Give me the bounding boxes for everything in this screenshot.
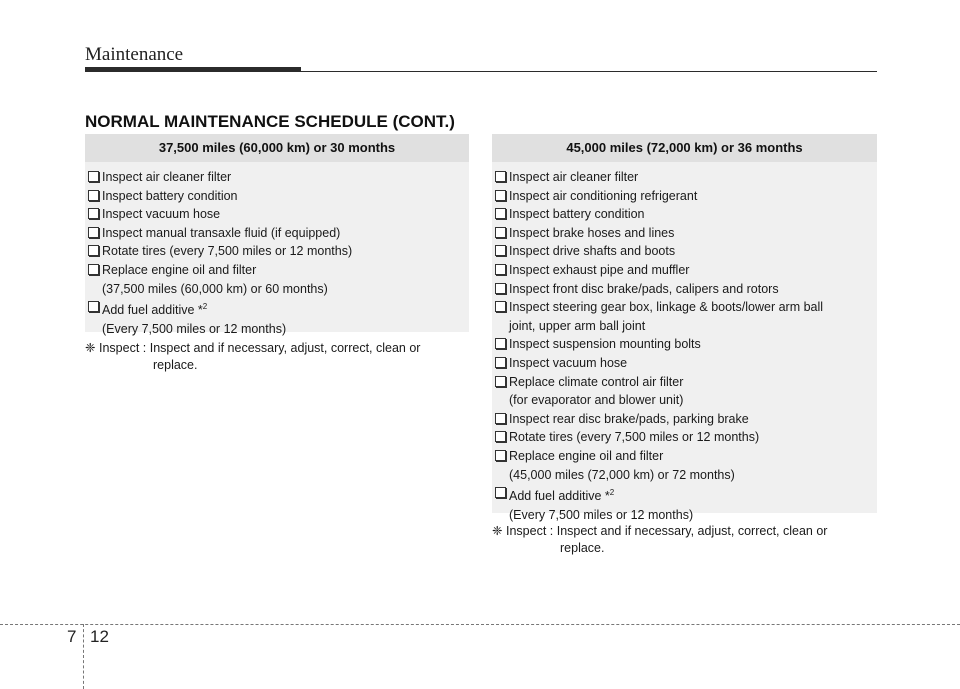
- checklist-item: Add fuel additive *$^2$: [492, 484, 877, 506]
- checkbox-icon: [88, 245, 99, 256]
- checklist-item: Replace engine oil and filter: [85, 261, 469, 280]
- inspect-note-left: ❈ Inspect : Inspect and if necessary, adjust, correct, clean or replace.: [85, 341, 421, 372]
- checklist-item-continuation: (37,500 miles (60,000 km) or 60 months): [102, 281, 328, 296]
- checkbox-icon: [495, 171, 506, 182]
- checkbox-icon: [495, 264, 506, 275]
- header-rule-thick: [85, 67, 301, 72]
- checklist-item-continuation: (Every 7,500 miles or 12 months): [102, 321, 287, 336]
- checklist-item-continuation: (Every 7,500 miles or 12 months): [509, 507, 694, 522]
- checklist-item: Inspect front disc brake/pads, calipers and rotors: [492, 280, 877, 299]
- schedule-panel-45000: [492, 134, 877, 522]
- checklist-item: Inspect drive shafts and boots: [492, 242, 877, 261]
- chapter-number: 7: [67, 627, 77, 646]
- footnote-marker: 2: [202, 302, 208, 312]
- header-rule-thin: [301, 71, 877, 72]
- checklist-item: Inspect air conditioning refrigerant: [492, 187, 877, 206]
- checkbox-icon: [495, 245, 506, 256]
- checkbox-icon: [88, 190, 99, 201]
- checkbox-icon: [495, 190, 506, 201]
- checkbox-icon: [495, 450, 506, 461]
- checkbox-icon: [495, 227, 506, 238]
- checkbox-icon: [495, 487, 506, 498]
- checklist-item: Inspect air cleaner filter: [492, 168, 877, 187]
- checkbox-icon: [495, 376, 506, 387]
- checkbox-icon: [495, 338, 506, 349]
- checklist-item: Rotate tires (every 7,500 miles or 12 months): [85, 242, 469, 261]
- checkbox-icon: [495, 357, 506, 368]
- checklist-item: Inspect manual transaxle fluid (if equipped): [85, 224, 469, 243]
- checkbox-icon: [495, 208, 506, 219]
- checkbox-icon: [495, 301, 506, 312]
- checklist-item: Inspect brake hoses and lines: [492, 224, 877, 243]
- checklist-item: Inspect battery condition: [492, 205, 877, 224]
- checklist-item: Inspect vacuum hose: [492, 354, 877, 373]
- panel-heading: 45,000 miles (72,000 km) or 36 months: [492, 134, 877, 162]
- checklist-item: Inspect rear disc brake/pads, parking brake: [492, 410, 877, 429]
- checkbox-icon: [495, 283, 506, 294]
- checklist-item-continuation: (for evaporator and blower unit): [509, 393, 684, 408]
- header-title: Maintenance: [85, 44, 184, 65]
- checklist-item: Rotate tires (every 7,500 miles or 12 months): [492, 428, 877, 447]
- checkbox-icon: [88, 171, 99, 182]
- checklist-item: Inspect vacuum hose: [85, 205, 469, 224]
- inspect-note-right: ❈ Inspect : Inspect and if necessary, adjust, correct, clean or replace.: [492, 524, 828, 555]
- checklist-item: Replace climate control air filter: [492, 373, 877, 392]
- checklist: [492, 162, 877, 528]
- note-symbol-icon: ❈: [492, 524, 503, 538]
- checkbox-icon: [88, 208, 99, 219]
- footer-dashed-divider: [83, 624, 84, 689]
- checklist-item-continuation: joint, upper arm ball joint: [509, 318, 646, 333]
- checklist-item: Inspect suspension mounting bolts: [492, 335, 877, 354]
- checkbox-icon: [88, 301, 99, 312]
- checklist-item: Inspect steering gear box, linkage & boots/lower arm ball: [492, 298, 877, 317]
- checkbox-icon: [88, 227, 99, 238]
- panel-heading: 37,500 miles (60,000 km) or 30 months: [85, 134, 469, 162]
- checklist-item-continuation: (45,000 miles (72,000 km) or 72 months): [509, 467, 735, 482]
- schedule-panel-37500: [85, 134, 469, 336]
- checkbox-icon: [495, 431, 506, 442]
- page-number: 12: [90, 627, 109, 646]
- section-title: NORMAL MAINTENANCE SCHEDULE (CONT.): [85, 112, 455, 131]
- footer-dashed-line: [0, 624, 960, 625]
- checklist-item: Replace engine oil and filter: [492, 447, 877, 466]
- checklist-item: Inspect exhaust pipe and muffler: [492, 261, 877, 280]
- footnote-marker: 2: [609, 488, 615, 498]
- checklist-item: Inspect air cleaner filter: [85, 168, 469, 187]
- checkbox-icon: [495, 413, 506, 424]
- note-symbol-icon: ❈: [85, 341, 96, 355]
- checkbox-icon: [88, 264, 99, 275]
- checklist: [85, 162, 469, 343]
- checklist-item: Add fuel additive *$^2$: [85, 298, 469, 320]
- checklist-item: Inspect battery condition: [85, 187, 469, 206]
